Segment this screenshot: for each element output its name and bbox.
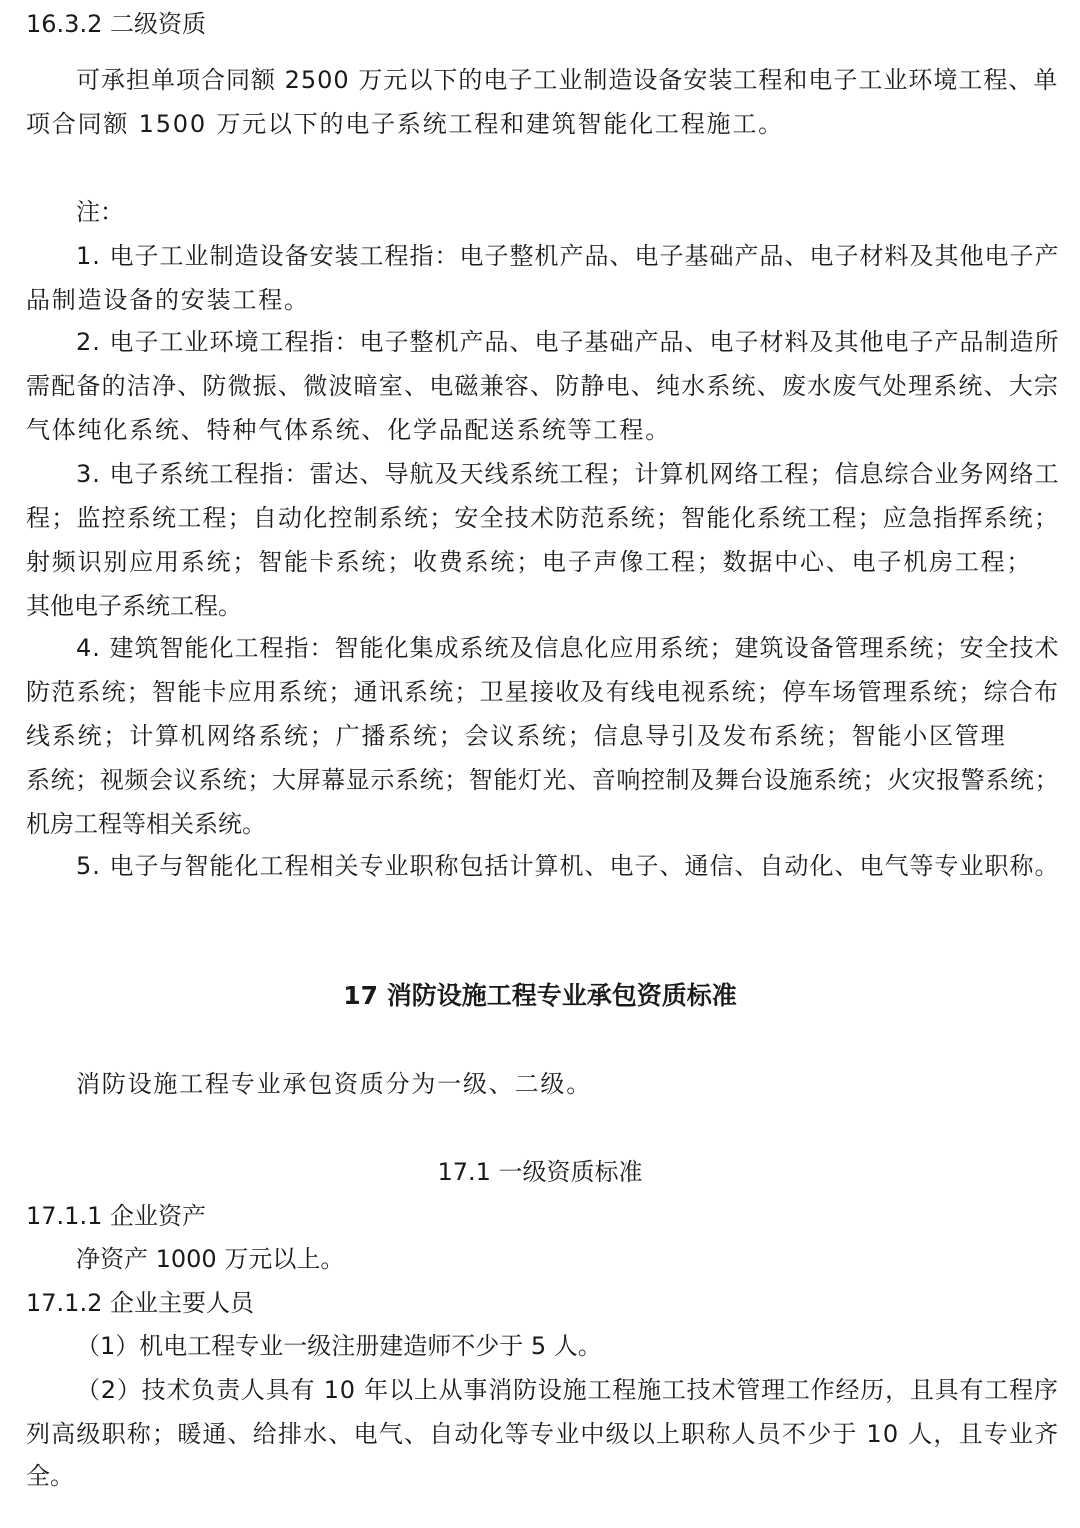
- paragraph-line: 可承担单项合同额 2500 万元以下的电子工业制造设备安装工程和电子工业环境工程、单: [76, 66, 1059, 94]
- note-item-2-line: 气体纯化系统、特种气体系统、化学品配送系统等工程。: [26, 416, 671, 444]
- note-item-3-line: 程；监控系统工程；自动化控制系统；安全技术防范系统；智能化系统工程；应急指挥系统；: [26, 504, 1060, 532]
- note-item-3-line: 射频识别应用系统；智能卡系统；收费系统；电子声像工程；数据中心、电子机房工程；: [26, 548, 1033, 576]
- note-item-5-line: 5. 电子与智能化工程相关专业职称包括计算机、电子、通信、自动化、电气等专业职称。: [76, 852, 1060, 880]
- list-item-2-line: 列高级职称；暖通、给排水、电气、自动化等专业中级以上职称人员不少于 10 人，且专业齐: [26, 1420, 1060, 1448]
- list-item-1: （1）机电工程专业一级注册建造师不少于 5 人。: [76, 1332, 602, 1360]
- note-item-2-line: 2. 电子工业环境工程指：电子整机产品、电子基础产品、电子材料及其他电子产品制造所: [76, 328, 1060, 356]
- note-item-4-line: 线系统；计算机网络系统；广播系统；会议系统；信息导引及发布系统；智能小区管理: [26, 722, 1007, 750]
- note-item-4-line: 防范系统；智能卡应用系统；通讯系统；卫星接收及有线电视系统；停车场管理系统；综合布: [26, 678, 1060, 706]
- list-item-2-line: 全。: [26, 1462, 74, 1490]
- subsection-heading-17-1-1: 17.1.1 企业资产: [26, 1202, 206, 1230]
- note-item-3-line: 3. 电子系统工程指：雷达、导航及天线系统工程；计算机网络工程；信息综合业务网络工: [76, 460, 1060, 488]
- note-item-2-line: 需配备的洁净、防微振、微波暗室、电磁兼容、防静电、纯水系统、废水废气处理系统、大宗: [26, 372, 1060, 400]
- note-item-4-line: 系统；视频会议系统；大屏幕显示系统；智能灯光、音响控制及舞台设施系统；火灾报警系统；: [26, 766, 1060, 794]
- paragraph-line: 消防设施工程专业承包资质分为一级、二级。: [76, 1070, 592, 1098]
- note-label: 注：: [76, 198, 124, 226]
- section-heading-16-3-2: 16.3.2 二级资质: [26, 10, 206, 38]
- note-item-4-line: 4. 建筑智能化工程指：智能化集成系统及信息化应用系统；建筑设备管理系统；安全技术: [76, 634, 1060, 662]
- list-item-2-line: （2）技术负责人具有 10 年以上从事消防设施工程施工技术管理工作经历，且具有工程序: [76, 1376, 1059, 1404]
- note-item-1-line: 品制造设备的安装工程。: [26, 286, 310, 314]
- note-item-3-line: 其他电子系统工程。: [26, 592, 242, 620]
- paragraph-line: 项合同额 1500 万元以下的电子系统工程和建筑智能化工程施工。: [26, 110, 784, 138]
- chapter-title: 17 消防设施工程专业承包资质标准: [343, 981, 737, 1010]
- paragraph-line: 净资产 1000 万元以上。: [76, 1245, 345, 1273]
- note-item-4-line: 机房工程等相关系统。: [26, 810, 266, 838]
- subsection-heading-17-1-2: 17.1.2 企业主要人员: [26, 1289, 254, 1317]
- note-item-1-line: 1. 电子工业制造设备安装工程指：电子整机产品、电子基础产品、电子材料及其他电子产: [76, 242, 1060, 270]
- section-title-17-1: 17.1 一级资质标准: [437, 1158, 643, 1186]
